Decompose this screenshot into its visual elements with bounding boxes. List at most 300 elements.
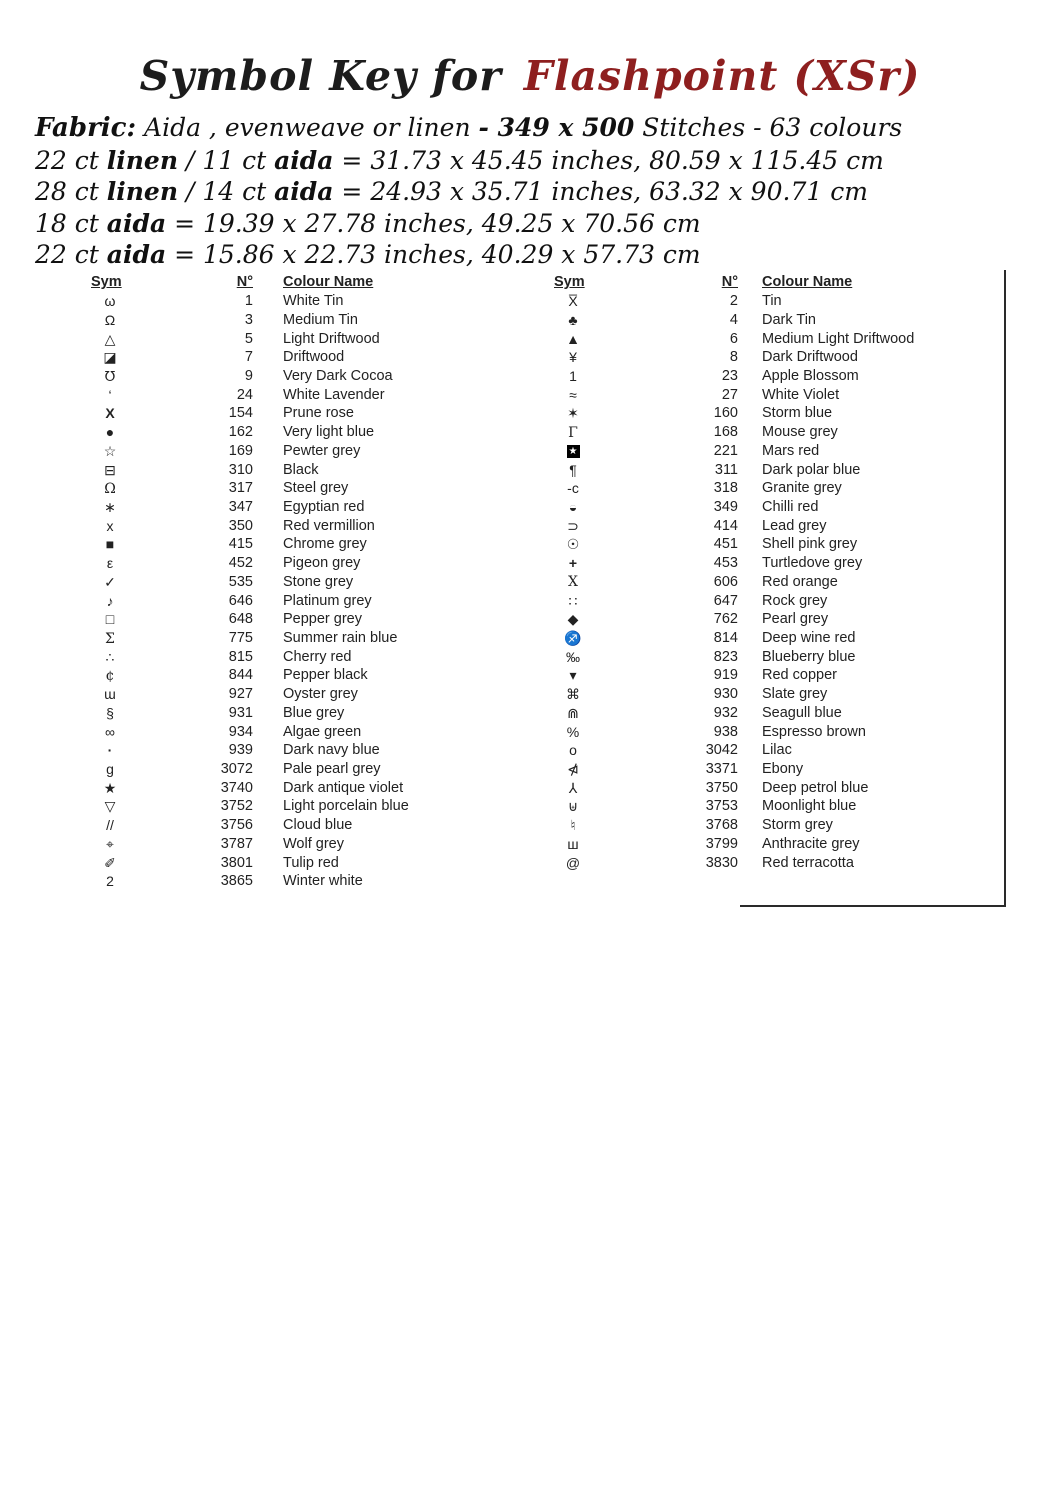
thread-number-cell: 927 (228, 686, 253, 703)
key-row (85, 778, 555, 797)
stitch-symbol-glyph: ⋒ (567, 704, 579, 721)
key-row (548, 423, 1008, 442)
key-row (85, 629, 555, 648)
key-row (548, 385, 1008, 404)
stitch-symbol-glyph: X̅ (568, 293, 578, 310)
stitch-symbol-glyph: ¥ (569, 349, 577, 366)
thread-number-cell: 3865 (220, 873, 253, 890)
colour-name-cell: Turtledove grey (762, 555, 863, 572)
symbol-cell (548, 594, 598, 608)
symbol-cell (548, 574, 598, 589)
table-bottom-border (740, 905, 1006, 907)
colour-name-cell: Egyptian red (283, 498, 365, 515)
thread-number-cell: 453 (713, 555, 738, 572)
stitch-symbol-glyph: ★ (103, 779, 117, 796)
colour-name-cell: Lead grey (762, 517, 827, 534)
stitch-symbol-glyph: ✶ (567, 405, 579, 422)
colour-name-cell: Summer rain blue (283, 630, 398, 647)
thread-number-cell: 3752 (220, 798, 253, 815)
symbol-cell (548, 650, 598, 664)
key-row (548, 516, 1008, 535)
stitch-symbol-glyph: -c (567, 480, 579, 497)
colour-name-cell: Chilli red (762, 498, 819, 515)
symbol-cell (548, 519, 598, 533)
stitch-symbol-glyph: ☆ (103, 442, 117, 459)
stitch-symbol-glyph: g (106, 761, 114, 778)
colour-name-cell: Dark Driftwood (762, 349, 858, 366)
symbol-cell (85, 425, 135, 439)
colour-name-cell: Medium Tin (283, 311, 358, 328)
symbol-cell (548, 687, 598, 701)
colour-name-cell: Cloud blue (283, 817, 353, 834)
thread-number-cell: 2 (729, 293, 738, 310)
key-row (85, 741, 555, 760)
stitch-symbol-glyph: ▲ (566, 330, 580, 347)
key-row (548, 554, 1008, 573)
stitch-symbol-glyph: ★ (567, 445, 580, 458)
symbol-cell (548, 818, 598, 832)
header-colour-name: Colour Name (762, 274, 853, 291)
symbol-cell (85, 332, 135, 346)
key-row (548, 367, 1008, 386)
key-row (85, 722, 555, 741)
thread-number-cell: 168 (713, 424, 738, 441)
symbol-cell (548, 313, 598, 327)
stitch-symbol-glyph: Ⅹ (568, 574, 578, 591)
stitch-symbol-glyph: Γ (568, 424, 578, 441)
key-row (548, 797, 1008, 816)
thread-number-cell: 1 (244, 293, 253, 310)
symbol-cell (85, 781, 135, 795)
symbol-cell (85, 668, 135, 683)
colour-name-cell: Dark polar blue (762, 461, 861, 478)
size-line: 22 ct aida = 15.86 x 22.73 inches, 40.29 x 57.73 cm (35, 240, 701, 269)
colour-name-cell: Medium Light Driftwood (762, 330, 915, 347)
title-pattern-name: Flashpoint (XSr) (523, 52, 921, 100)
symbol-cell (548, 762, 598, 776)
thread-number-cell: 606 (713, 573, 738, 590)
stitch-symbol-glyph: o (569, 742, 577, 759)
symbol-cell (85, 612, 135, 626)
symbol-cell (548, 294, 598, 308)
stitch-symbol-glyph: ▾ (569, 667, 577, 684)
colour-name-cell: Very light blue (283, 424, 375, 441)
stitch-symbol-glyph: ✐ (104, 854, 116, 871)
symbol-cell (548, 612, 598, 626)
symbol-cell (85, 481, 135, 496)
thread-number-cell: 3740 (220, 779, 253, 796)
stitch-symbol-glyph: ∗ (104, 498, 116, 515)
thread-number-cell: 814 (713, 630, 738, 647)
thread-number-cell: 451 (713, 536, 738, 553)
key-row (85, 516, 555, 535)
stitch-symbol-glyph: Ω (104, 311, 116, 328)
stitch-symbol-glyph: ■ (105, 536, 115, 553)
key-row (548, 460, 1008, 479)
colour-name-cell: Light porcelain blue (283, 798, 409, 815)
stitch-symbol-glyph: ⌘ (566, 686, 580, 703)
key-column-right (548, 273, 1008, 872)
thread-number-cell: 311 (714, 461, 738, 478)
symbol-cell (548, 781, 598, 795)
key-row (85, 573, 555, 592)
thread-number-cell: 3799 (705, 835, 738, 852)
key-row (85, 760, 555, 779)
key-column-left (85, 273, 555, 891)
symbol-cell (85, 537, 135, 551)
stitch-symbol-glyph: ▽ (104, 798, 116, 815)
colour-name-cell: Espresso brown (762, 723, 866, 740)
thread-number-cell: 823 (713, 648, 738, 665)
thread-number-cell: 4 (729, 311, 738, 328)
fabric-label: Fabric: (35, 113, 137, 143)
thread-number-cell: 919 (713, 667, 738, 684)
colour-name-cell: White Violet (762, 386, 840, 403)
thread-number-cell: 23 (721, 367, 738, 384)
symbol-cell (85, 631, 135, 646)
stitch-symbol-glyph: ◒ (568, 498, 578, 515)
key-row (548, 685, 1008, 704)
symbol-cell (548, 556, 598, 570)
colour-name-cell: Moonlight blue (762, 798, 857, 815)
stitch-symbol-glyph: ◪ (103, 349, 117, 366)
key-row (85, 292, 555, 311)
thread-number-cell: 815 (228, 648, 253, 665)
stitch-symbol-glyph: ☉ (566, 536, 580, 553)
symbol-cell (85, 369, 135, 383)
key-row (85, 685, 555, 704)
key-row (85, 498, 555, 517)
colour-name-cell: Storm grey (762, 817, 833, 834)
key-row (548, 535, 1008, 554)
colour-name-cell: Red terracotta (762, 854, 854, 871)
thread-number-cell: 3768 (705, 817, 738, 834)
key-row (548, 741, 1008, 760)
thread-number-cell: 5 (244, 330, 253, 347)
header-colour-name: Colour Name (283, 274, 374, 291)
colour-name-cell: Red orange (762, 573, 838, 590)
symbol-cell (85, 575, 135, 589)
symbol-cell (85, 594, 135, 608)
colour-name-cell: Red vermillion (283, 517, 375, 534)
colour-name-cell: Dark Tin (762, 311, 816, 328)
colour-name-cell: Red copper (762, 667, 837, 684)
key-row (85, 704, 555, 723)
thread-number-cell: 6 (729, 330, 738, 347)
symbol-cell (85, 687, 135, 701)
thread-number-cell: 775 (228, 630, 253, 647)
colour-name-cell: Steel grey (283, 480, 349, 497)
colour-name-cell: Deep petrol blue (762, 779, 869, 796)
thread-number-cell: 3756 (220, 817, 253, 834)
key-row (548, 479, 1008, 498)
colour-name-cell: Black (283, 461, 319, 478)
stitch-symbol-glyph: ✓ (104, 573, 116, 590)
colour-name-cell: Apple Blossom (762, 367, 859, 384)
stitch-symbol-glyph: ‰ (566, 648, 580, 665)
key-row (85, 647, 555, 666)
key-row (548, 329, 1008, 348)
thread-number-cell: 3072 (220, 761, 253, 778)
symbol-cell (548, 668, 598, 682)
table-right-border (1004, 270, 1006, 906)
key-row (548, 573, 1008, 592)
key-row (548, 704, 1008, 723)
key-row (85, 535, 555, 554)
thread-number-cell: 939 (228, 742, 253, 759)
key-row (85, 591, 555, 610)
key-row (548, 853, 1008, 872)
key-row (548, 835, 1008, 854)
key-row (85, 310, 555, 329)
thread-number-cell: 7 (244, 349, 253, 366)
thread-number-cell: 24 (236, 386, 253, 403)
colour-name-cell: Blueberry blue (762, 648, 856, 665)
symbol-cell (85, 519, 135, 533)
thread-number-cell: 162 (228, 424, 253, 441)
colour-name-cell: Driftwood (283, 349, 345, 366)
key-row (548, 310, 1008, 329)
thread-number-cell: 414 (713, 517, 738, 534)
symbol-cell (548, 706, 598, 720)
thread-number-cell: 318 (713, 480, 738, 497)
thread-number-cell: 160 (713, 405, 738, 422)
key-row (548, 778, 1008, 797)
header-sym: Sym (554, 274, 585, 291)
symbol-cell (548, 425, 598, 440)
symbol-cell (548, 631, 598, 645)
stitch-symbol-glyph: ¢ (105, 667, 115, 684)
symbol-cell (85, 388, 135, 402)
thread-number-cell: 535 (228, 573, 253, 590)
thread-number-cell: 3787 (220, 835, 253, 852)
thread-number-cell: 647 (713, 592, 738, 609)
stitch-symbol-glyph: ♐ (564, 630, 582, 647)
key-row (85, 479, 555, 498)
symbol-cell (85, 650, 135, 664)
colour-name-cell: Dark navy blue (283, 742, 380, 759)
colour-name-cell: Tin (762, 293, 782, 310)
thread-number-cell: 8 (729, 349, 738, 366)
key-row (548, 404, 1008, 423)
header-number: N° (236, 274, 253, 291)
symbol-cell (548, 799, 598, 813)
thread-number-cell: 221 (713, 442, 738, 459)
symbol-cell (548, 481, 598, 495)
thread-number-cell: 169 (228, 442, 253, 459)
colour-name-cell: Chrome grey (283, 536, 367, 553)
colour-name-cell: Ebony (762, 761, 804, 778)
stitch-symbol-glyph: ¶ (569, 461, 577, 478)
thread-number-cell: 930 (713, 686, 738, 703)
stitch-symbol-glyph: + (568, 555, 578, 572)
key-row (85, 367, 555, 386)
colour-name-cell: Blue grey (283, 704, 345, 721)
key-row (548, 591, 1008, 610)
key-row (548, 760, 1008, 779)
colour-name-cell: Wolf grey (283, 835, 344, 852)
symbol-cell (548, 350, 598, 364)
thread-number-cell: 317 (228, 480, 253, 497)
key-row (85, 797, 555, 816)
key-header-row (548, 273, 1008, 292)
stitch-symbol-glyph: ⋪ (567, 761, 579, 778)
key-row (548, 666, 1008, 685)
key-row (85, 441, 555, 460)
stitch-symbol-glyph: ɯ (104, 686, 116, 703)
symbol-cell (548, 443, 598, 458)
stitch-symbol-glyph: X (105, 405, 115, 422)
thread-number-cell: 938 (713, 723, 738, 740)
page-title (0, 52, 1060, 100)
key-row (85, 385, 555, 404)
thread-number-cell: 3753 (705, 798, 738, 815)
symbol-cell (548, 332, 598, 346)
thread-number-cell: 934 (228, 723, 253, 740)
thread-number-cell: 648 (228, 611, 253, 628)
stitch-symbol-glyph: ш (567, 835, 579, 852)
colour-name-cell: Pewter grey (283, 442, 361, 459)
key-row (85, 554, 555, 573)
thread-number-cell: 154 (228, 405, 253, 422)
symbol-cell (85, 837, 135, 851)
key-row (548, 816, 1008, 835)
stitch-symbol-glyph: ∴ (105, 648, 115, 665)
stitch-symbol-glyph: ≈ (569, 386, 577, 403)
thread-number-cell: 3830 (705, 854, 738, 871)
symbol-cell (548, 837, 598, 851)
key-row (85, 404, 555, 423)
symbol-cell (548, 537, 598, 551)
stitch-symbol-glyph: □ (105, 611, 115, 628)
thread-number-cell: 931 (228, 704, 253, 721)
colour-name-cell: Pearl grey (762, 611, 829, 628)
size-line: 22 ct linen / 11 ct aida = 31.73 x 45.45 inches, 80.59 x 115.45 cm (35, 145, 884, 175)
key-row (548, 292, 1008, 311)
stitch-symbol-glyph: ⊃ (567, 517, 579, 534)
colour-name-cell: Shell pink grey (762, 536, 858, 553)
thread-number-cell: 310 (228, 461, 253, 478)
symbol-cell (548, 463, 598, 477)
key-row (548, 722, 1008, 741)
symbol-cell (548, 856, 598, 870)
colour-name-cell: Seagull blue (762, 704, 842, 721)
colour-name-cell: Anthracite grey (762, 835, 860, 852)
colour-name-cell: Rock grey (762, 592, 828, 609)
stitch-symbol-glyph: ∞ (105, 723, 115, 740)
thread-number-cell: 3 (244, 311, 253, 328)
symbol-cell (85, 406, 135, 420)
symbol-cell (85, 313, 135, 327)
key-row (548, 629, 1008, 648)
colour-name-cell: Mouse grey (762, 424, 838, 441)
stitch-symbol-glyph: ◆ (567, 611, 579, 628)
stitch-symbol-glyph: ℧ (104, 367, 116, 384)
stitch-symbol-glyph: ⌖ (106, 835, 114, 852)
stitch-symbol-glyph: // (106, 817, 114, 834)
key-row (85, 853, 555, 872)
key-row (85, 460, 555, 479)
stitch-symbol-glyph: ε (106, 555, 114, 572)
colour-name-cell: Slate grey (762, 686, 828, 703)
stitch-symbol-glyph: · (107, 742, 113, 759)
header-number: N° (721, 274, 738, 291)
key-row (85, 666, 555, 685)
key-row (548, 647, 1008, 666)
thread-number-cell: 646 (228, 592, 253, 609)
thread-number-cell: 452 (228, 555, 253, 572)
thread-number-cell: 9 (244, 367, 253, 384)
stitch-symbol-glyph: 1 (569, 367, 577, 384)
colour-name-cell: White Lavender (283, 386, 385, 403)
symbol-cell (548, 369, 598, 383)
thread-number-cell: 3371 (705, 761, 738, 778)
colour-name-cell: White Tin (283, 293, 344, 310)
key-row (85, 610, 555, 629)
thread-number-cell: 844 (228, 667, 253, 684)
colour-name-cell: Storm blue (762, 405, 833, 422)
key-row (85, 329, 555, 348)
colour-name-cell: Winter white (283, 873, 363, 890)
symbol-cell (85, 762, 135, 776)
stitch-symbol-glyph: ♣ (568, 311, 578, 328)
colour-name-cell: Platinum grey (283, 592, 372, 609)
symbol-cell (85, 500, 135, 514)
symbol-cell (85, 743, 135, 757)
size-line: 28 ct linen / 14 ct aida = 24.93 x 35.71 inches, 63.32 x 90.71 cm (35, 177, 868, 206)
header-sym: Sym (91, 274, 122, 291)
symbol-cell (548, 725, 598, 739)
size-line: 18 ct aida = 19.39 x 27.78 inches, 49.25 x 70.56 cm (35, 208, 701, 238)
key-row (548, 441, 1008, 460)
stitch-symbol-glyph: @ (565, 854, 581, 871)
key-row (85, 348, 555, 367)
colour-name-cell: Pepper grey (283, 611, 362, 628)
stitch-count: - 349 x 500 (478, 113, 635, 142)
thread-number-cell: 349 (713, 498, 738, 515)
stitch-symbol-glyph: 2 (106, 873, 114, 890)
thread-number-cell: 415 (228, 536, 253, 553)
thread-number-cell: 27 (721, 386, 738, 403)
title-prefix: Symbol Key for (139, 52, 502, 100)
key-header-row (85, 273, 555, 292)
fabric-summary-tail: Stitches - 63 colours (634, 113, 903, 142)
symbol-cell (548, 388, 598, 402)
stitch-symbol-glyph: ⊟ (104, 461, 116, 478)
stitch-symbol-glyph: ● (105, 424, 115, 441)
key-row (548, 348, 1008, 367)
key-row (85, 816, 555, 835)
thread-number-cell: 3750 (705, 779, 738, 796)
key-row (85, 872, 555, 891)
colour-name-cell: Lilac (762, 742, 792, 759)
colour-name-cell: Dark antique violet (283, 779, 404, 796)
symbol-cell (85, 874, 135, 888)
symbol-cell (85, 799, 135, 813)
colour-name-cell: Deep wine red (762, 630, 856, 647)
stitch-symbol-glyph: Σ (105, 630, 115, 647)
thread-number-cell: 3801 (220, 854, 253, 871)
key-row (548, 498, 1008, 517)
stitch-symbol-glyph: ♮ (570, 817, 576, 834)
stitch-symbol-glyph: ∷ (568, 592, 578, 609)
fabric-info (35, 112, 1025, 271)
symbol-cell (85, 556, 135, 570)
stitch-symbol-glyph: △ (104, 330, 116, 347)
stitch-symbol-glyph: ♪ (106, 592, 114, 609)
colour-name-cell: Granite grey (762, 480, 842, 497)
symbol-cell (85, 856, 135, 870)
